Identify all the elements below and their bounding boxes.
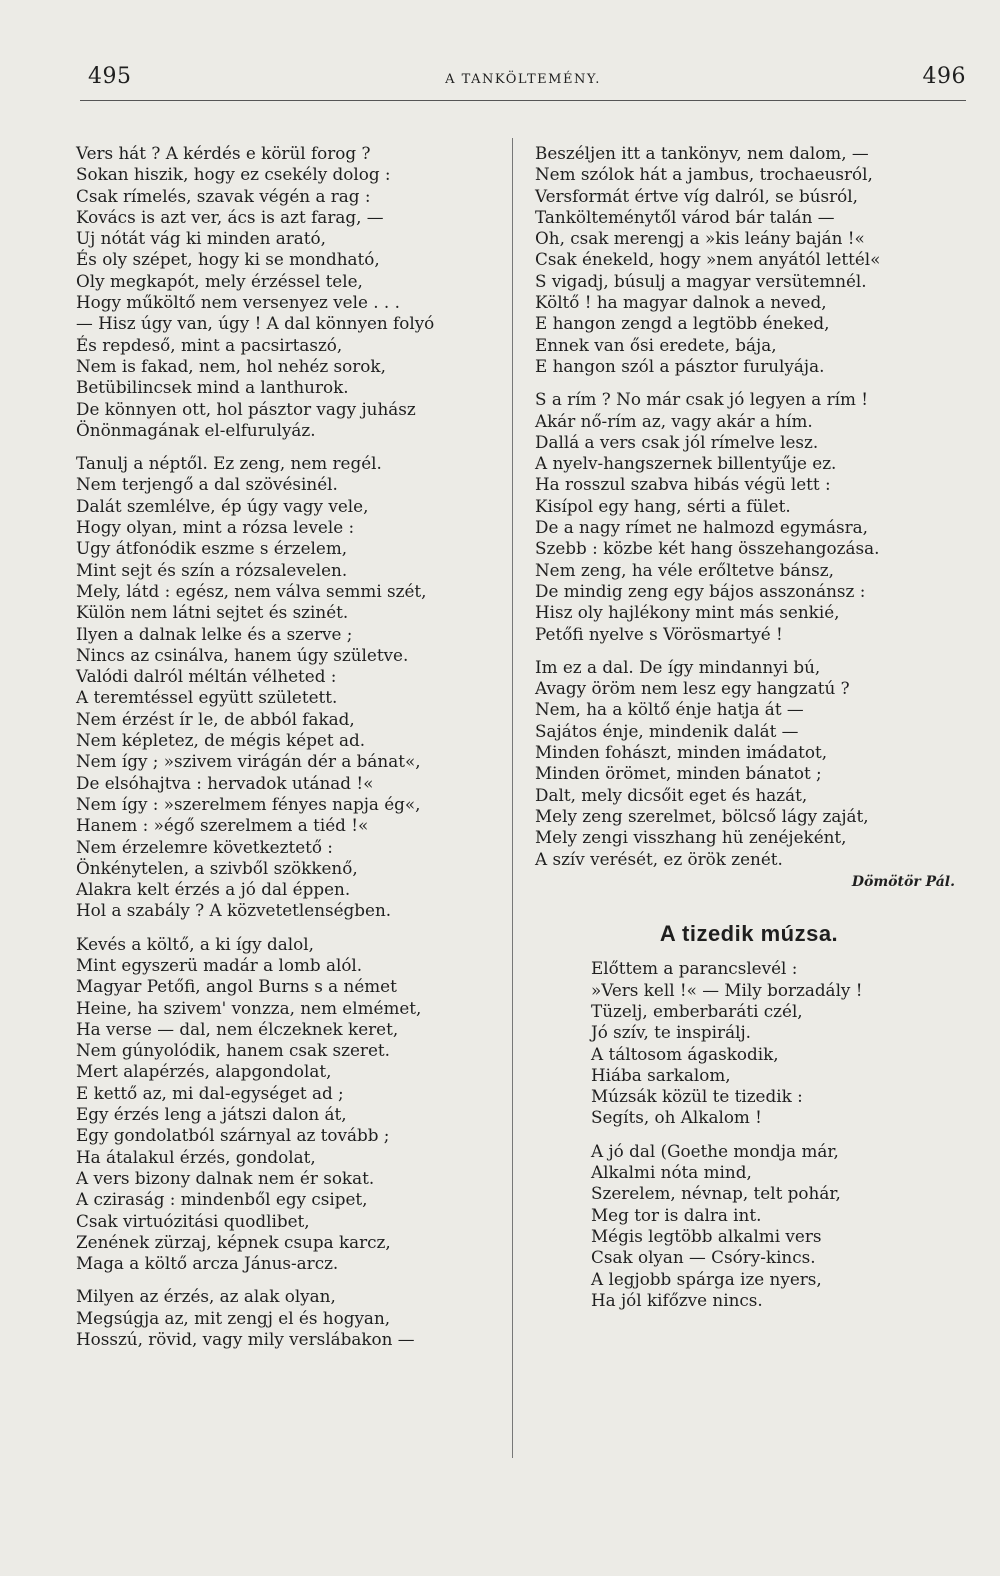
stanza (535, 143, 963, 377)
verse-line: Csak virtuózitási quodlibet, (76, 1210, 310, 1231)
verse-line: Nem képletez, de mégis képet ad. (76, 730, 366, 751)
verse-line: És repdeső, mint a pacsirtaszó, (76, 334, 343, 355)
verse-line: Nem zeng, ha véle erőltetve bánsz, (535, 559, 834, 580)
verse-line: Önönmagának el-elfurulyáz. (76, 419, 316, 440)
left-column (76, 143, 506, 1350)
right-column (535, 143, 963, 1311)
verse-line: Nem is fakad, nem, hol nehéz sorok, (76, 355, 386, 376)
verse-line: E hangon szól a pásztor furulyája. (535, 355, 825, 376)
page-number-left: 495 (88, 64, 132, 89)
verse-line: Tanulj a néptől. Ez zeng, nem regél. (76, 453, 382, 474)
verse-line: Nem így ; »szivem virágán dér a bánat«, (76, 751, 421, 772)
verse-line: De könnyen ott, hol pásztor vagy juhász (76, 398, 416, 419)
verse-line: Szebb : közbe két hang összehangozása. (535, 538, 880, 559)
verse-line: Csak rímelés, szavak végén a rag : (76, 185, 371, 206)
verse-line: Oh, csak merengj a »kis leány baján !« (535, 228, 865, 249)
verse-line: — Hisz úgy van, úgy ! A dal könnyen folyó (76, 313, 435, 334)
verse-line: Kisípol egy hang, sérti a fület. (535, 495, 791, 516)
author-signature: Dömötör Pál. (851, 873, 955, 890)
verse-line: Dallá a vers csak jól rímelve lesz. (535, 431, 819, 452)
verse-line: Jó szív, te inspirálj. (591, 1022, 751, 1043)
verse-line: A táltosom ágaskodik, (591, 1043, 779, 1064)
verse-line: Nem érzelemre következtető : (76, 836, 333, 857)
verse-line: Nem szólok hát a jambus, trochaeusról, (535, 164, 873, 185)
verse-line: Avagy öröm nem lesz egy hangzatú ? (535, 678, 850, 699)
stanza-gap (76, 441, 506, 453)
verse-line: Hanem : »égő szerelmem a tiéd !« (76, 815, 369, 836)
verse-line: Beszéljen itt a tankönyv, nem dalom, — (535, 143, 869, 163)
verse-line: Ilyen a dalnak lelke és a szerve ; (76, 623, 353, 644)
stanza (591, 958, 963, 1128)
verse-line: Nem gúnyolódik, hanem csak szeret. (76, 1040, 390, 1061)
verse-line: Önkénytelen, a szivből szökkenő, (76, 857, 358, 878)
verse-line: Hol a szabály ? A közvetetlenségben. (76, 900, 392, 921)
verse-line: De elsóhajtva : hervadok utánad !« (76, 772, 374, 793)
verse-line: Nem így : »szerelmem fényes napja ég«, (76, 793, 421, 814)
verse-line: Magyar Petőfi, angol Burns s a német (76, 976, 397, 997)
verse-line: Kovács is azt ver, ács is azt farag, — (76, 206, 384, 227)
verse-line: Alkalmi nóta mind, (591, 1162, 752, 1183)
verse-line: »Vers kell !« — Mily borzadály ! (591, 979, 863, 1000)
stanza (535, 389, 963, 645)
stanza-gap (535, 377, 963, 389)
verse-line: De a nagy rímet ne halmozd egymásra, (535, 517, 868, 538)
verse-line: Hogy olyan, mint a rózsa levele : (76, 517, 355, 538)
verse-line: A vers bizony dalnak nem ér sokat. (76, 1167, 375, 1188)
verse-line: Betübilincsek mind a lanthurok. (76, 377, 349, 398)
verse-line: De mindig zeng egy bájos asszonánsz : (535, 580, 866, 601)
verse-line: Ha rosszul szabva hibás végü lett : (535, 474, 831, 495)
verse-line: Dalát szemlélve, ép úgy vagy vele, (76, 495, 369, 516)
verse-line: A teremtéssel együtt született. (76, 687, 338, 708)
verse-line: A cziraság : mindenből egy csipet, (76, 1189, 368, 1210)
verse-line: Költő ! ha magyar dalnok a neved, (535, 292, 827, 313)
verse-line: Kevés a költő, a ki így dalol, (76, 933, 314, 954)
verse-line: Petőfi nyelve s Vörösmartyé ! (535, 623, 783, 644)
verse-line: E hangon zengd a legtöbb éneked, (535, 313, 830, 334)
verse-line: Segíts, oh Alkalom ! (591, 1107, 762, 1128)
verse-line: Sajátos énje, mindenik dalát — (535, 720, 799, 741)
verse-line: Nincs az csinálva, hanem úgy születve. (76, 644, 409, 665)
verse-line: Ugy átfonódik eszme s érzelem, (76, 538, 348, 559)
verse-line: Hosszú, rövid, vagy mily verslábakon — (76, 1329, 415, 1350)
verse-line: Csak énekeld, hogy »nem anyától lettél« (535, 249, 881, 270)
verse-line: Meg tor is dalra int. (591, 1204, 762, 1225)
stanza (591, 1141, 963, 1311)
stanza-gap (76, 1274, 506, 1286)
verse-line: Hisz oly hajlékony mint más senkié, (535, 602, 840, 623)
verse-line: Nem, ha a költő énje hatja át — (535, 699, 804, 720)
verse-line: Előttem a parancslevél : (591, 958, 798, 979)
verse-line: És oly szépet, hogy ki se mondható, (76, 249, 380, 270)
verse-line: Ha verse — dal, nem élczeknek keret, (76, 1018, 399, 1039)
verse-line: A nyelv-hangszernek billentyűje ez. (535, 453, 837, 474)
verse-line: Alakra kelt érzés a jó dal éppen. (76, 879, 351, 900)
verse-line: A szív verését, ez örök zenét. (535, 848, 783, 869)
verse-line: Hogy műköltő nem versenyez vele . . . (76, 292, 400, 313)
verse-line: Im ez a dal. De így mindannyi bú, (535, 656, 821, 677)
verse-line: Tüzelj, emberbaráti czél, (591, 1000, 803, 1021)
verse-line: E kettő az, mi dal-egységet ad ; (76, 1082, 344, 1103)
verse-line: Vers hát ? A kérdés e körül forog ? (76, 143, 371, 163)
verse-line: Ha jól kifőzve nincs. (591, 1289, 763, 1310)
verse-line: Megsúgja az, mit zengj el és hogyan, (76, 1307, 391, 1328)
page-header (80, 64, 966, 96)
verse-line: Mely zeng szerelmet, bölcső lágy zaját, (535, 805, 869, 826)
right-poem-stanzas (535, 143, 963, 870)
page-number-right: 496 (922, 64, 966, 89)
verse-line: Dalt, mely dicsőit eget és hazát, (535, 784, 808, 805)
verse-line: Tankölteménytől várod bár talán — (535, 206, 835, 227)
verse-line: Egy gondolatból szárnyal az tovább ; (76, 1125, 390, 1146)
verse-line: Zenének zürzaj, képnek csupa karcz, (76, 1231, 391, 1252)
stanza-gap (591, 1129, 963, 1141)
verse-line: Valódi dalról méltán vélheted : (76, 666, 337, 687)
verse-line: Ha átalakul érzés, gondolat, (76, 1146, 316, 1167)
stanza (76, 143, 506, 441)
stanza (76, 453, 506, 922)
stanza (76, 1286, 506, 1350)
verse-line: Akár nő-rím az, vagy akár a hím. (535, 410, 813, 431)
verse-line: Külön nem látni sejtet és szinét. (76, 602, 349, 623)
stanza-gap (535, 645, 963, 657)
verse-line: A jó dal (Goethe mondja már, (591, 1140, 839, 1161)
verse-line: Szerelem, névnap, telt pohár, (591, 1183, 841, 1204)
verse-line: Ennek van ősi eredete, bája, (535, 334, 777, 355)
verse-line: A legjobb spárga ize nyers, (591, 1268, 822, 1289)
verse-line: Mely zengi visszhang hü zenéjeként, (535, 827, 847, 848)
stanza (76, 934, 506, 1275)
verse-line: Mert alapérzés, alapgondolat, (76, 1061, 332, 1082)
verse-line: Minden fohászt, minden imádatot, (535, 742, 828, 763)
verse-line: Maga a költő arcza Jánus-arcz. (76, 1253, 339, 1274)
verse-line: Hiába sarkalom, (591, 1064, 731, 1085)
poem-title: A tizedik múzsa. (659, 921, 839, 947)
verse-line: Sokan hiszik, hogy ez csekély dolog : (76, 164, 391, 185)
verse-line: Heine, ha szivem' vonzza, nem elmémet, (76, 997, 422, 1018)
stanza (535, 657, 963, 870)
verse-line: Oly megkapót, mely érzéssel tele, (76, 270, 363, 291)
verse-line: Mint egyszerü madár a lomb alól. (76, 954, 363, 975)
verse-line: Nem érzést ír le, de abból fakad, (76, 708, 355, 729)
header-rule (80, 100, 966, 101)
verse-line: Milyen az érzés, az alak olyan, (76, 1286, 336, 1307)
verse-line: Mely, látd : egész, nem válva semmi szét, (76, 580, 427, 601)
verse-line: Nem terjengő a dal szövésinél. (76, 474, 338, 495)
verse-line: S vigadj, búsulj a magyar versütemnél. (535, 270, 867, 291)
second-poem-stanzas (535, 958, 963, 1311)
verse-line: Uj nótát vág ki minden arató, (76, 228, 326, 249)
stanza-gap (76, 922, 506, 934)
verse-line: Múzsák közül te tizedik : (591, 1086, 803, 1107)
column-divider (512, 138, 513, 1458)
verse-line: Egy érzés leng a játszi dalon át, (76, 1104, 347, 1125)
verse-line: Versformát értve víg dalról, se búsról, (535, 185, 858, 206)
verse-line: Mégis legtöbb alkalmi vers (591, 1225, 822, 1246)
verse-line: Csak olyan — Csóry-kincs. (591, 1247, 816, 1268)
running-title: A TANKÖLTEMÉNY. (445, 72, 601, 87)
verse-line: Minden örömet, minden bánatot ; (535, 763, 822, 784)
verse-line: Mint sejt és szín a rózsalevelen. (76, 559, 348, 580)
verse-line: S a rím ? No már csak jó legyen a rím ! (535, 389, 869, 410)
